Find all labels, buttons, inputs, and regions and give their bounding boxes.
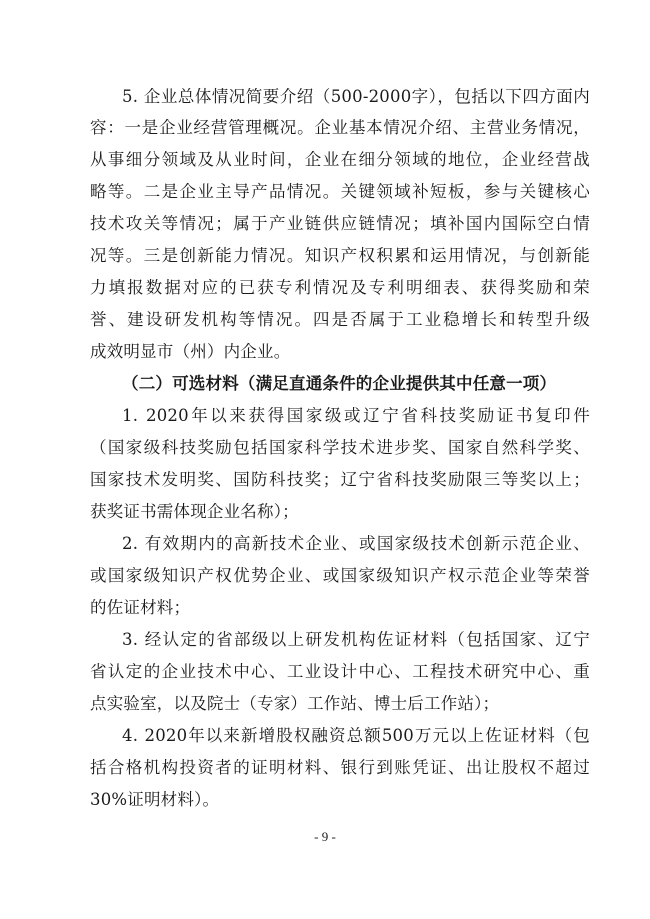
paragraph-item-5-line-4: 略等。二是企业主导产品情况。关键领域补短板，参与关键核心 xyxy=(90,182,590,201)
optional-item-4-line-2: 括合格机构投资者的证明材料、银行到账凭证、出让股权不超过 xyxy=(90,758,590,777)
paragraph-item-5-line-2: 容：一是企业经营管理概况。企业基本情况介绍、主营业务情况， xyxy=(90,118,590,137)
optional-item-1-line-1: 1. 2020年以来获得国家级或辽宁省科技奖励证书复印件 xyxy=(122,406,590,425)
optional-item-3-line-2: 省认定的企业技术中心、工业设计中心、工程技术研究中心、重 xyxy=(90,662,590,681)
paragraph-item-5-line-9: 成效明显市（州）内企业。 xyxy=(90,342,291,361)
optional-item-1-line-3: 国家技术发明奖、国防科技奖；辽宁省科技奖励限三等奖以上； xyxy=(90,470,590,489)
optional-item-3-line-3: 点实验室，以及院士（专家）工作站、博士后工作站）； xyxy=(90,694,500,713)
paragraph-item-5-line-5: 技术攻关等情况；属于产业链供应链情况；填补国内国际空白情 xyxy=(90,214,590,233)
paragraph-item-5-line-6: 况等。三是创新能力情况。知识产权积累和运用情况，与创新能 xyxy=(90,246,590,265)
paragraph-item-5-line-3: 从事细分领域及从业时间，企业在细分领域的地位，企业经营战 xyxy=(90,150,590,169)
optional-item-2-line-2: 或国家级知识产权优势企业、或国家级知识产权示范企业等荣誉 xyxy=(90,566,590,585)
optional-item-4-line-1: 4. 2020年以来新增股权融资总额500万元以上佐证材料（包 xyxy=(122,726,590,745)
optional-item-1-line-2: （国家级科技奖励包括国家科学技术进步奖、国家自然科学奖、 xyxy=(90,438,590,457)
section-heading-optional-materials: （二）可选材料（满足直通条件的企业提供其中任意一项） xyxy=(122,374,557,393)
page-number: - 9 - xyxy=(314,829,336,844)
paragraph-item-5-line-1: 5. 企业总体情况简要介绍（500-2000字），包括以下四方面内 xyxy=(122,87,590,106)
optional-item-3-line-1: 3. 经认定的省部级以上研发机构佐证材料（包括国家、辽宁 xyxy=(122,630,590,649)
optional-item-2-line-3: 的佐证材料； xyxy=(90,598,191,617)
optional-item-1-line-4: 获奖证书需体现企业名称）； xyxy=(90,502,299,521)
paragraph-item-5-line-7: 力填报数据对应的已获专利情况及专利明细表、获得奖励和荣 xyxy=(90,278,590,297)
optional-item-2-line-1: 2. 有效期内的高新技术企业、或国家级技术创新示范企业、 xyxy=(122,534,590,553)
optional-item-4-line-3: 30%证明材料）。 xyxy=(90,790,220,809)
paragraph-item-5-line-8: 誉、建设研发机构等情况。四是否属于工业稳增长和转型升级 xyxy=(90,310,590,329)
